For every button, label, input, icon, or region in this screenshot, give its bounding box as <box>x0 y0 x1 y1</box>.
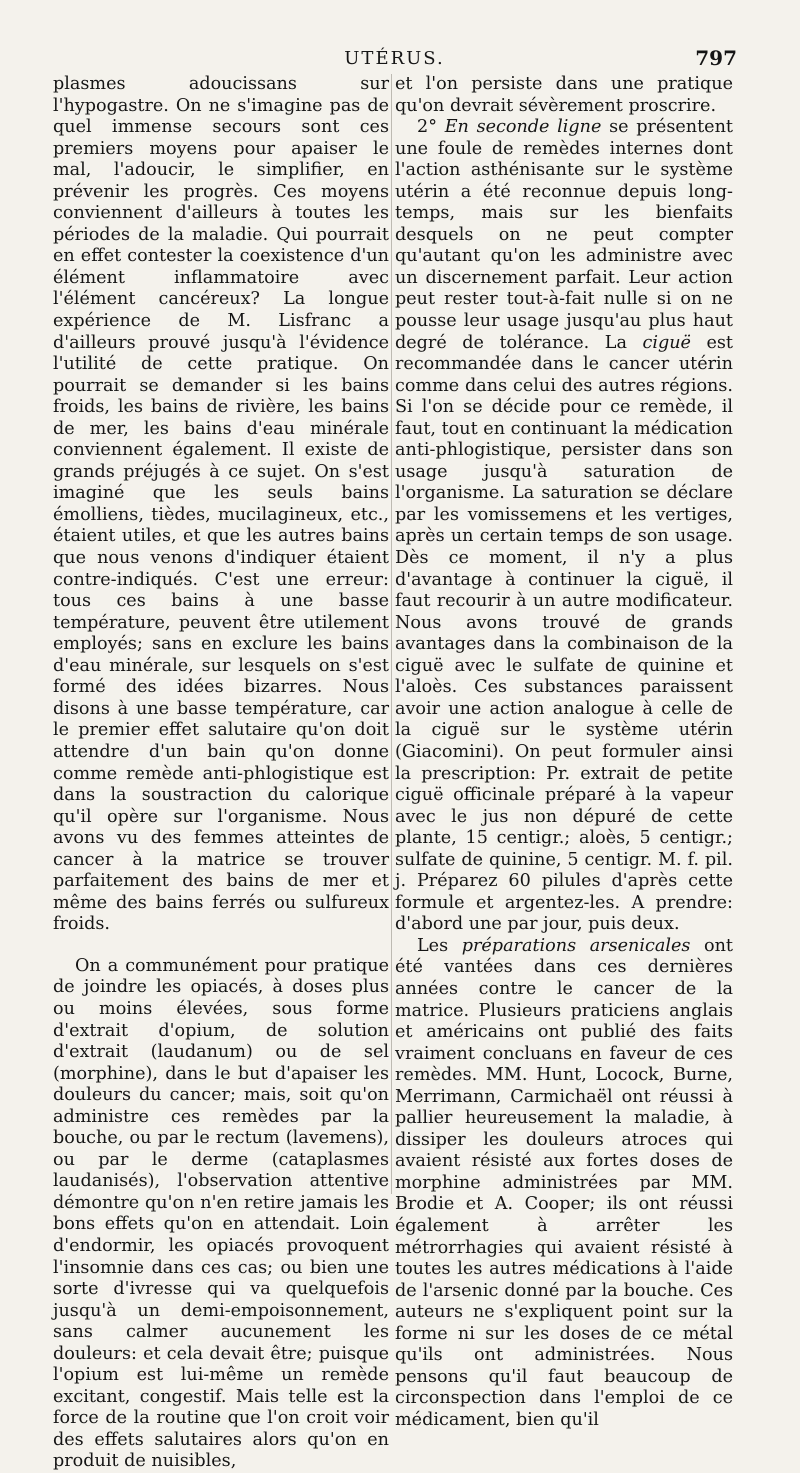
emphasis-second-line: En seconde ligne <box>444 117 602 138</box>
paragraph-text: Les <box>417 935 462 956</box>
page-number: 797 <box>695 46 737 70</box>
paragraph-text: est recommandée dans le cancer utérin comme dans celui des autres régions. Si l'on se décide pour ce remède, il faut, tout en continuant la médication anti-phlogistique, persister dans son usage jusqu'à saturation de l'organisme. La saturation se déclare par les vomissemens et les vertiges, après un certain temps de son usage. Dès ce moment, il n'y a plus d'avantage à continuer la ciguë, il faut recourir à un autre modificateur. Nous avons trouvé de grands avantages dans la combinaison de la ciguë avec le sulfate de quinine et l'aloès. Ces substances paraissent avoir une action analogue à celle de la ciguë sur le système utérin (Giacomini). On peut formuler ainsi la prescription: Pr. extrait de petite ciguë officinale préparé à la vapeur avec le jus non dépuré de cette plante, 15 centigr.; aloès, 5 centigr.; sulfate de quinine, 5 centigr. M. f. pil. j. Préparez 60 pilules d'après cette formule et argentez-les. A prendre: d'abord une par jour, puis deux. <box>395 332 733 935</box>
section-number: 2° <box>417 117 437 138</box>
paragraph-internal-remedies <box>395 117 733 936</box>
running-title: UTÉRUS. <box>344 48 445 69</box>
paragraph-text: se présentent une foule de remèdes internes dont l'action asthénisante sur le système utérin a été reconnue depuis long-temps, mais sur les bienfaits desquels on ne peut compter qu'autant qu'on les administre avec un discernement parfait. Leur action peut rester tout-à-fait nulle si on ne pousse leur usage jusqu'au plus haut degré de tolérance. La <box>395 117 733 353</box>
paragraph-opiates: On a communément pour pratique de joindre les opiacés, à doses plus ou moins élevées, sous forme d'extrait d'opium, de solution d'extrait (laudanum) ou de sel (morphine), dans le but d'apaiser les douleurs du cancer; mais, soit qu'on administre ces remèdes par la bouche, ou par le rectum (lavemens), ou par le derme (cataplasmes laudanisés), l'observation attentive démontre qu'on n'en retire jamais les bons effets qu'on en attendait. Loin d'endormir, les opiacés provoquent l'insomnie dans ces cas; ou bien une sorte d'ivresse qui va quelquefois jusqu'à un demi-empoisonnement, sans calmer aucunement les douleurs: et cela devait être; puisque l'opium est lui-même un remède excitant, congestif. Mais telle est la force de la routine que l'on croit voir des effets salutaires alors qu'on en produit de nuisibles, <box>53 955 389 1472</box>
paragraph-continuation: et l'on persiste dans une pratique qu'on devrait sévèrement proscrire. <box>395 74 733 116</box>
left-column <box>53 74 389 1472</box>
emphasis-cigue: ciguë <box>642 332 691 353</box>
paragraph-arsenic <box>395 936 733 1432</box>
running-head <box>52 46 737 74</box>
column-divider <box>391 74 392 1194</box>
emphasis-arsenical: préparations arsenicales <box>461 935 691 956</box>
paragraph-baths: plasmes adoucissans sur l'hypogastre. On ne s'imagine pas de quel immense secours sont ces premiers moyens pour apaiser le mal, l'adoucir, le simplifier, en prévenir les progrès. Ces moyens conviennent d'ailleurs à toutes les périodes de la maladie. Qui pourrait en effet contester la coexistence d'un élément inflammatoire avec l'élément cancéreux? La longue expérience de M. Lisfranc a d'ailleurs prouvé jusqu'à l'évidence l'utilité de cette pratique. On pourrait se demander si les bains froids, les bains de rivière, les bains de mer, les bains d'eau minérale conviennent également. Il existe de grands préjugés à ce sujet. On s'est imaginé que les seuls bains émolliens, tièdes, mucilagineux, etc., étaient utiles, et que les autres bains que nous venons d'indiquer étaient contre-indiqués. C'est une erreur: tous ces bains à une basse température, peuvent être utilement employés; sans en exclure les bains d'eau minérale, sur lesquels on s'est formé des idées bizarres. Nous disons à une basse température, car le premier effet salutaire qu'on doit attendre d'un bain qu'on donne comme remède anti-phlogistique est dans la soustraction du calorique qu'il opère sur l'organisme. Nous avons vu des femmes atteintes de cancer à la matrice se trouver parfaitement des bains de mer et même des bains ferrés ou sulfureux froids. <box>53 74 389 935</box>
paragraph-text: ont été vantées dans ces dernières années contre le cancer de la matrice. Plusieurs praticiens anglais et américains ont publié des faits vraiment concluans en faveur de ces remèdes. MM. Hunt, Locock, Burne, Merrimann, Carmichaël ont réussi à pallier heureusement la maladie, à dissiper les douleurs atroces qui avaient résisté aux fortes doses de morphine administrées par MM. Brodie et A. Cooper; ils ont réussi également à arrêter les métrorrhagies qui avaient résisté à toutes les autres médications à l'aide de l'arsenic donné par la bouche. Ces auteurs ne s'expliquent point sur la forme ni sur les doses de ce métal qu'ils ont administrées. Nous pensons qu'il faut beaucoup de circonspection dans l'emploi de ce médicament, bien qu'il <box>395 935 733 1430</box>
right-column <box>395 74 733 1430</box>
